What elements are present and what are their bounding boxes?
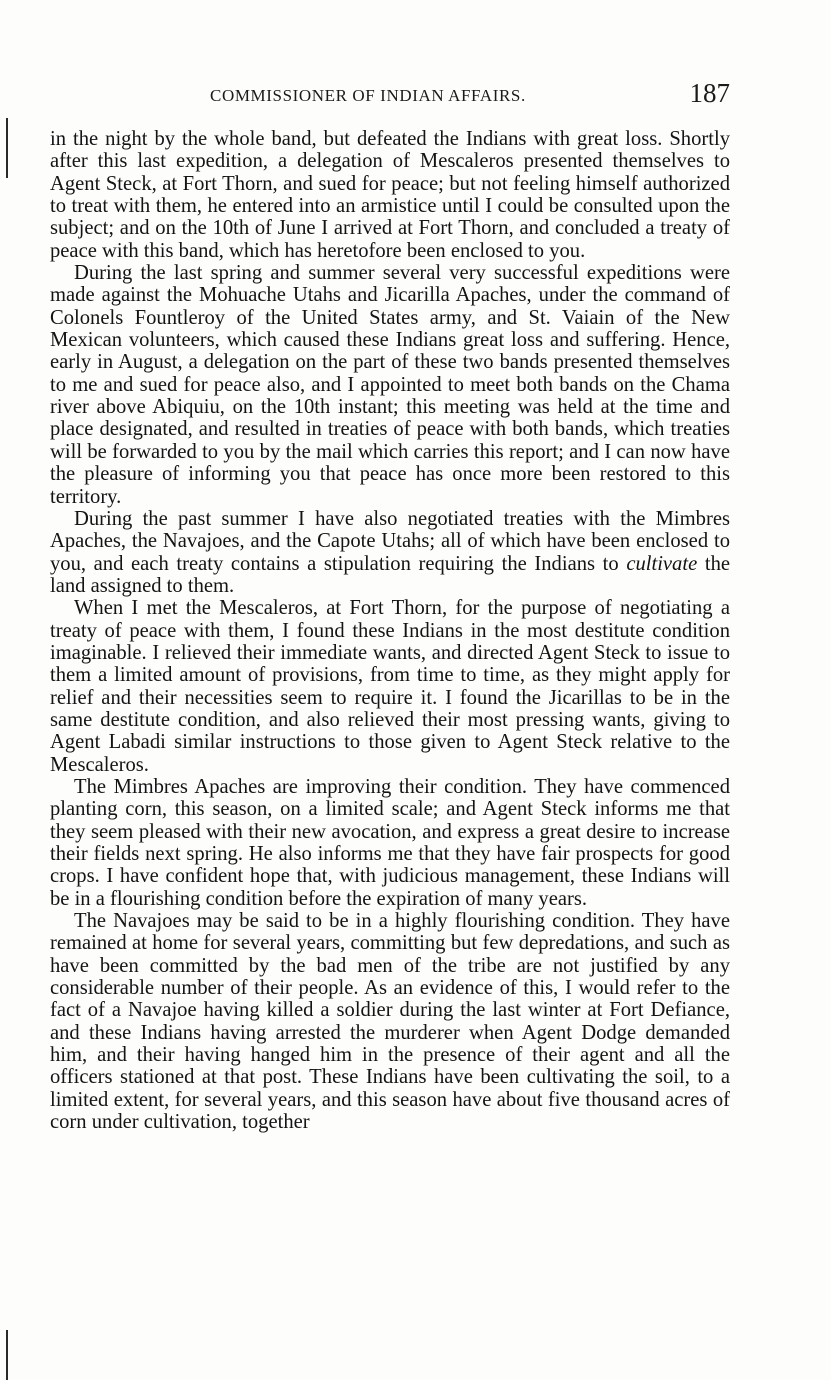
binding-edge-mark — [6, 118, 8, 178]
paragraph-text: the land assigned to them. — [50, 552, 731, 597]
page-number: 187 — [689, 78, 730, 108]
paragraph-navajoes: The Navajoes may be said to be in a highly flourishing condition. They have remained at home for several years, committing but few depredations, and such as have been committed by the bad men of the tribe are not justified by any considerable number of their people. As an evidence of this, I would refer to the fact of a Navajoe having killed a soldier during the last winter at Fort Defiance, and these Indians having arrested the murderer when Agent Dodge demanded him, and their having hanged him in the presence of their agent and all the officers stationed at that post. These Indians have been cultivating the soil, to a limited extent, for several years, and this season have about five thousand acres of corn under cultivation, together — [50, 910, 730, 1134]
paragraph-mescaleros: When I met the Mescaleros, at Fort Thorn, for the purpose of negotiating a treaty of peace with them, I found these Indians in the most destitute condition imaginable. I relieved their immediate wants, and directed Agent Steck to issue to them a limited amount of provisions, from time to time, as they might apply for relief and their necessities seem to require it. I found the Jicarillas to be in the same destitute condition, and also relieved their most pressing wants, giving to Agent Labadi similar instructions to those given to Agent Steck relative to the Mescaleros. — [50, 597, 730, 776]
running-title: COMMISSIONER OF INDIAN AFFAIRS. — [210, 86, 526, 105]
paragraph-expeditions: During the last spring and summer several very successful expeditions were made against the Mohuache Utahs and Jicarilla Apaches, under the command of Colonels Fountleroy of the United States army, and St. Vaiain of the New Mexican volunteers, which caused these Indians great loss and suffering. Hence, early in August, a delegation on the part of these two bands presented themselves to me and sued for peace also, and I appointed to meet both bands on the Chama river above Abiquiu, on the 10th instant; this meeting was held at the time and place designated, and resulted in treaties of peace with both bands, which treaties will be forwarded to you by the mail which carries this report; and I can now have the pleasure of informing you that peace has once more been restored to this territory. — [50, 262, 730, 508]
paragraph-text: During the past summer I have also negotiated treaties with the Mimbres Apaches, the Navajoes, and the Capote Utahs; all of which have been enclosed to you, and each treaty contains a stipulation requiring the Indians to — [50, 507, 730, 575]
page-header — [50, 78, 730, 112]
paragraph-continuation: in the night by the whole band, but defeated the Indians with great loss. Shortly after this last expedition, a delegation of Mescaleros presented themselves to Agent Steck, at Fort Thorn, and sued for peace; but not feeling himself authorized to treat with them, he entered into an armistice until I could be consulted upon the subject; and on the 10th of June I arrived at Fort Thorn, and concluded a treaty of peace with this band, which has heretofore been enclosed to you. — [50, 128, 730, 262]
binding-edge-mark — [6, 1330, 8, 1380]
emphasized-word: cultivate — [626, 552, 698, 575]
body-text — [50, 128, 730, 1133]
paragraph-mimbres-apaches: The Mimbres Apaches are improving their condition. They have commenced planting corn, this season, on a limited scale; and Agent Steck informs me that they seem pleased with their new avocation, and express a great desire to increase their fields next spring. He also informs me that they have fair prospects for good crops. I have confident hope that, with judicious management, these Indians will be in a flourishing condition before the expiration of many years. — [50, 775, 730, 910]
paragraph-treaties — [50, 508, 730, 597]
